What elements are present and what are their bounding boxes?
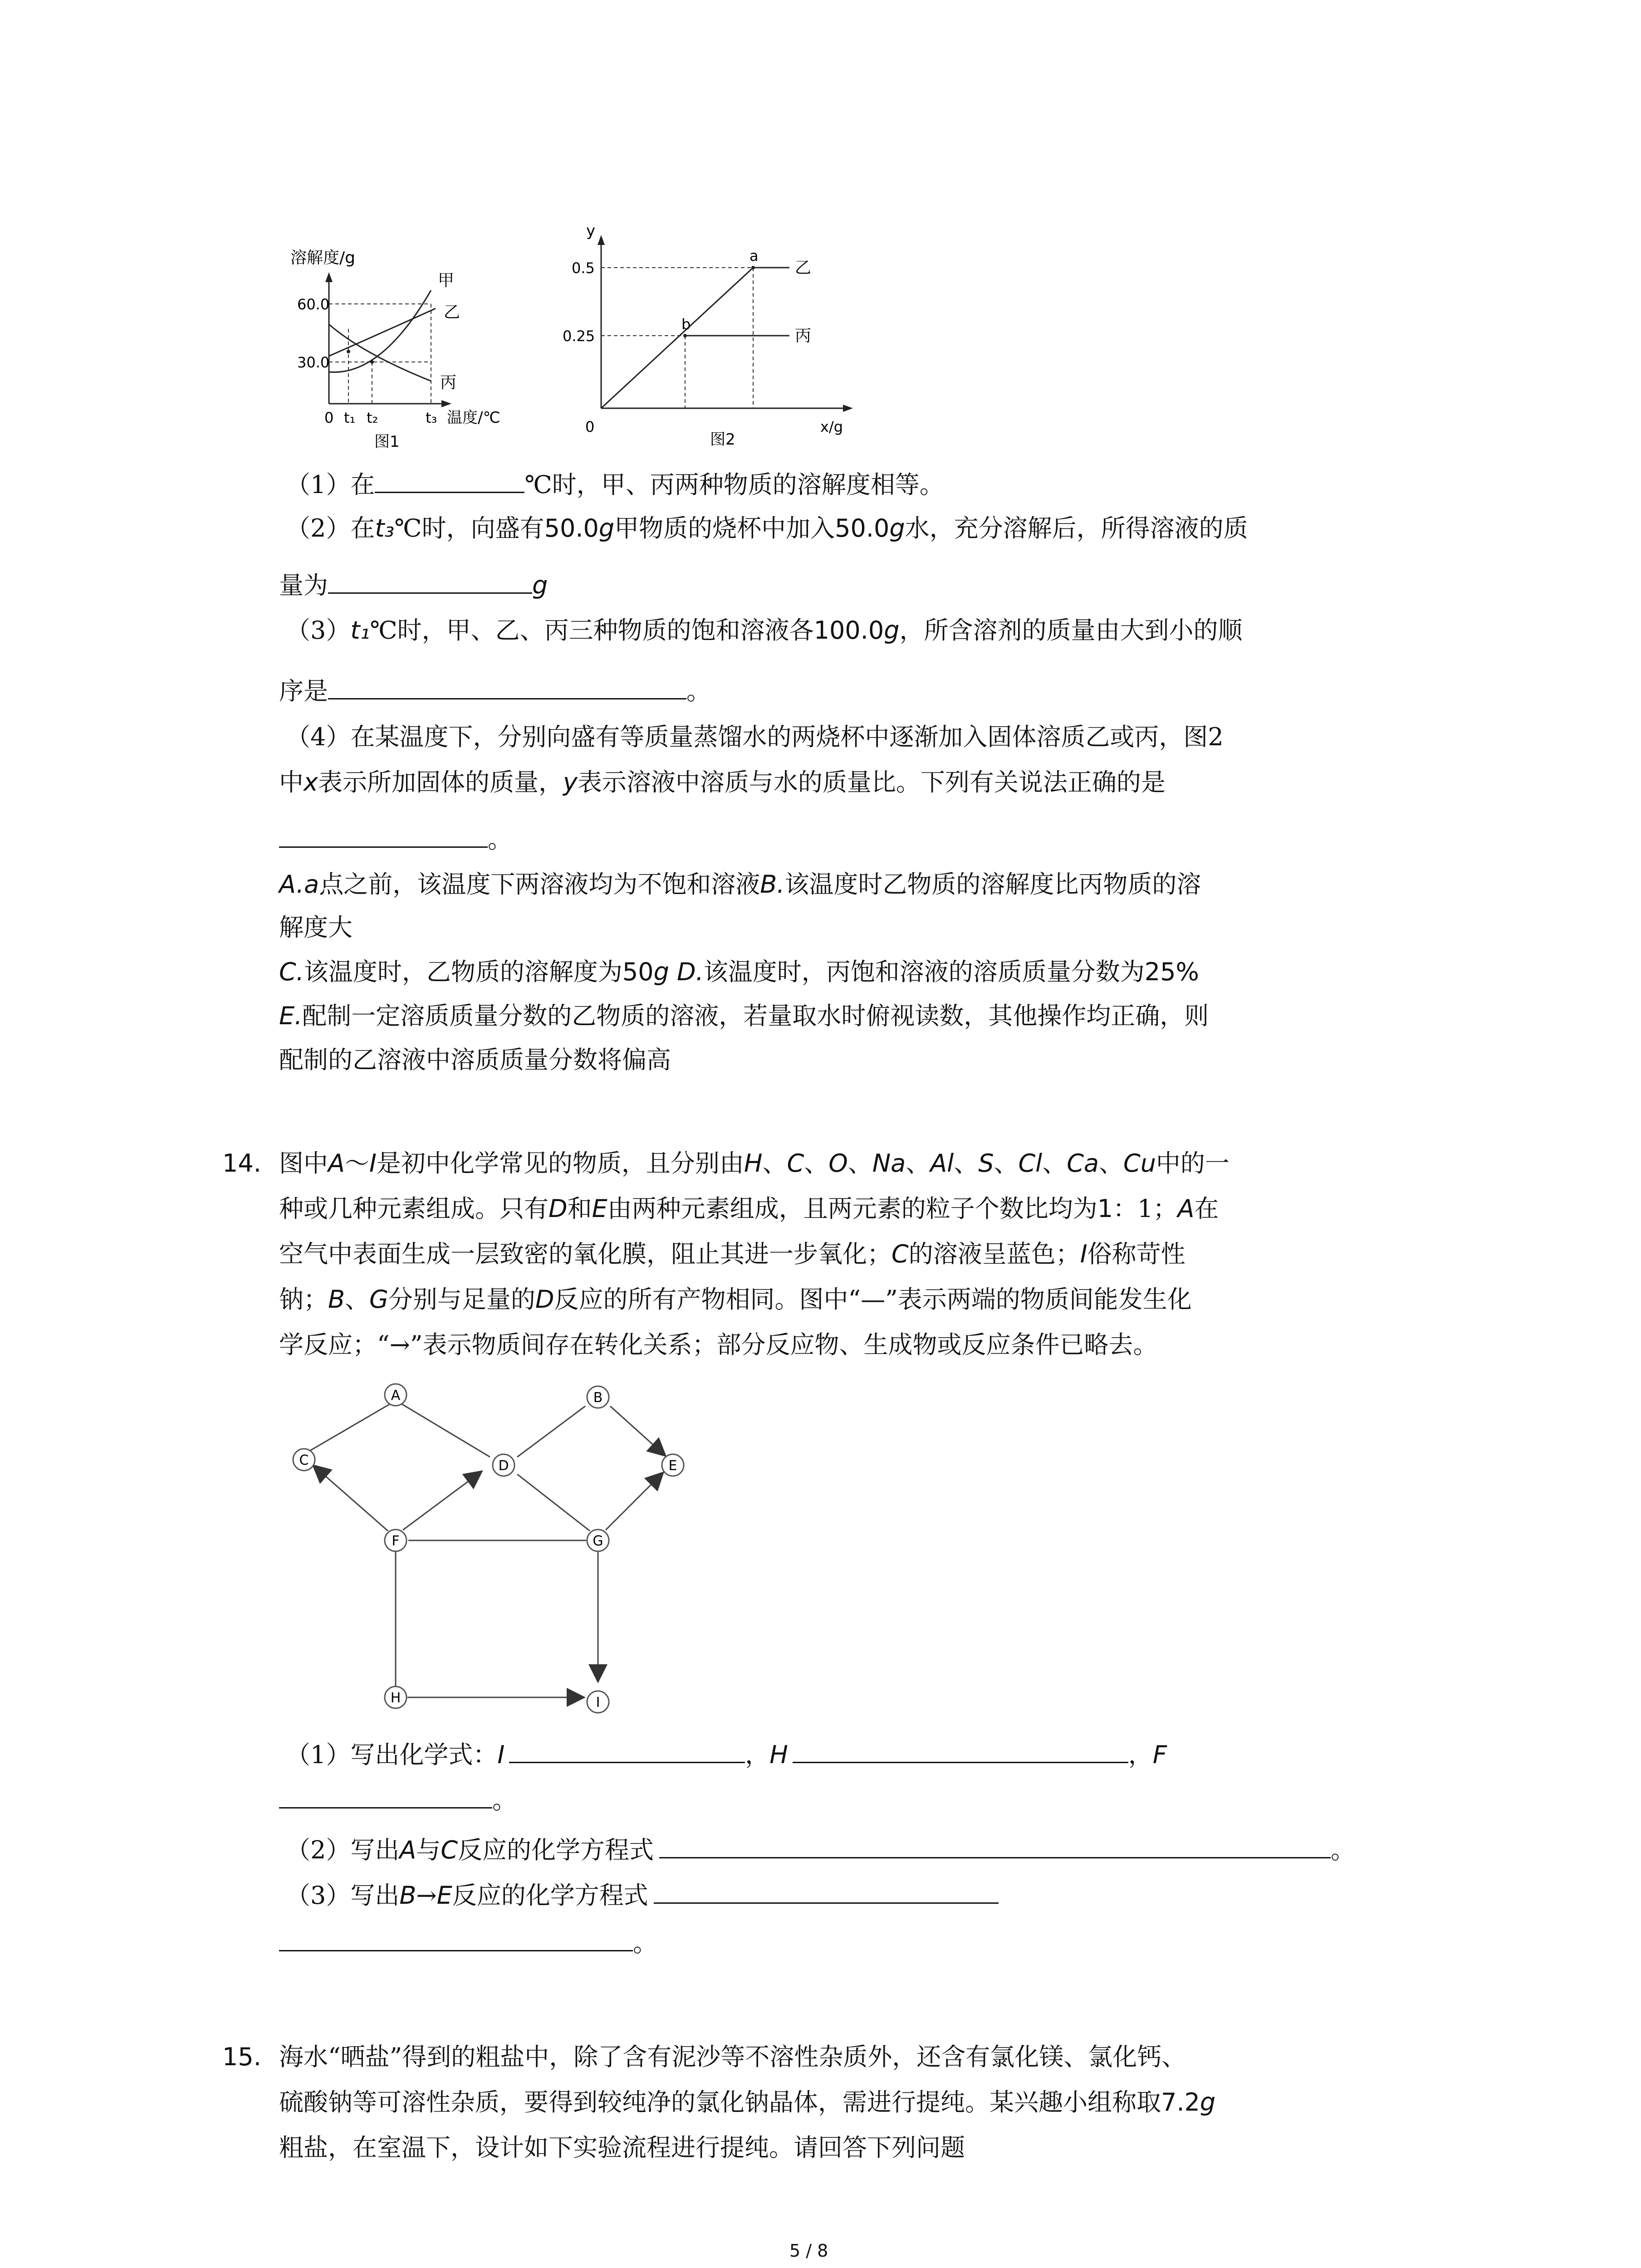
node-d (493, 1454, 514, 1476)
q13-option-c-d: C.该温度时，乙物质的溶解度为50g D.该温度时，丙饱和溶液的溶质质量分数为25% (279, 958, 1199, 986)
svg-text:E: E (668, 1458, 677, 1474)
q14-number: 14. (222, 1149, 261, 1178)
fig1-ytick-60: 60.0 (297, 296, 330, 313)
fig2-line-rise (601, 268, 753, 408)
fig2-ytick-025: 0.25 (563, 327, 595, 345)
svg-text:F: F (392, 1533, 400, 1549)
q14-blank-be[interactable] (654, 1878, 999, 1904)
node-i (587, 1691, 609, 1713)
q14-blank-i[interactable] (509, 1737, 745, 1763)
q14-line5: 学反应；“→”表示物质间存在转化关系；部分反应物、生成物或反应条件已略去。 (279, 1330, 1158, 1359)
node-g (587, 1530, 609, 1551)
fig1-xtick-t2: t₂ (367, 409, 378, 426)
q15-line2: 硫酸钠等可溶性杂质，要得到较纯净的氯化钠晶体，需进行提纯。某兴趣小组称取7.2g (279, 2088, 1216, 2116)
q14-sub1-line2: 。 (279, 1783, 517, 1816)
q15-line1: 海水“晒盐”得到的粗盐中，除了含有泥沙等不溶性杂质外，还含有氯化镁、氯化钙、 (279, 2043, 1186, 2071)
q13-part4-line2: 中x表示所加固体的质量，y表示溶液中溶质与水的质量比。下列有关说法正确的是 (279, 768, 1166, 797)
q13-part2-line1: （2）在t₃℃时，向盛有50.0g甲物质的烧杯中加入50.0g水，充分溶解后，所得溶液的质 (286, 514, 1248, 543)
q13-part3-line1: （3）t₁℃时，甲、乙、丙三种物质的饱和溶液各100.0g，所含溶剂的质量由大到小的顺 (286, 616, 1243, 645)
q14-sub3: （3）写出B→E反应的化学方程式 (286, 1878, 999, 1911)
node-f (385, 1530, 407, 1551)
q14-relation-diagram (263, 1361, 762, 1733)
q15-line3: 粗盐，在室温下，设计如下实验流程进行提纯。请回答下列问题 (279, 2133, 965, 2162)
node-e (662, 1454, 684, 1476)
fig2-x-label: x/g (820, 418, 843, 435)
q13-option-a-b: A.a点之前，该温度下两溶液均为不饱和溶液B.该温度时乙物质的溶解度比丙物质的溶 (279, 870, 1201, 899)
svg-text:H: H (390, 1690, 401, 1706)
q13-blank-2[interactable] (328, 568, 532, 594)
q13-blank-1[interactable] (375, 467, 524, 493)
fig2-caption: 图2 (710, 430, 735, 449)
q13-part4-line3: 。 (279, 822, 512, 855)
q14-blank-f[interactable] (279, 1783, 492, 1809)
fig2-ytick-05: 0.5 (572, 259, 595, 277)
q14-line3: 空气中表面生成一层致密的氧化膜，阻止其进一步氧化；C的溶液呈蓝色；I俗称苛性 (279, 1240, 1185, 1268)
q13-blank-3[interactable] (328, 674, 686, 699)
q14-blank-ac[interactable] (659, 1833, 1331, 1858)
q13-part3-line2: 序是 。 (279, 674, 711, 707)
fig1-caption: 图1 (374, 433, 400, 451)
svg-text:B: B (593, 1390, 603, 1406)
q13-part1: （1）在 ℃时，甲、丙两种物质的溶解度相等。 (286, 467, 944, 501)
fig2-point-b: b (681, 316, 691, 333)
fig1-label-jia: 甲 (438, 271, 455, 290)
fig1-xtick-t3: t₃ (426, 409, 437, 426)
node-h (385, 1686, 407, 1708)
fig2-point-a: a (749, 247, 759, 264)
fig2-label-yi: 乙 (795, 259, 812, 277)
figure-1-solubility-chart (272, 240, 554, 458)
fig1-label-yi: 乙 (444, 303, 460, 322)
fig2-label-bing: 丙 (795, 327, 812, 345)
q13-option-e-cont: 配制的乙溶液中溶质质量分数将偏高 (279, 1046, 671, 1074)
fig1-x-label: 温度/℃ (447, 409, 500, 427)
q14-line4: 钠；B、G分别与足量的D反应的所有产物相同。图中“—”表示两端的物质间能发生化 (279, 1285, 1192, 1314)
q14-blank-be-2[interactable] (279, 1926, 633, 1951)
page-number: 5 / 8 (789, 2241, 828, 2261)
fig1-ytick-30: 30.0 (297, 354, 330, 371)
q13-part4-line1: （4）在某温度下，分别向盛有等质量蒸馏水的两烧杯中逐渐加入固体溶质乙或丙，图2 (286, 723, 1224, 751)
svg-text:A: A (391, 1388, 401, 1403)
q14-line2: 种或几种元素组成。只有D和E由两种元素组成，且两元素的粒子个数比均为1：1；A在 (279, 1194, 1219, 1223)
q13-part2-line2: 量为 g (279, 568, 548, 601)
svg-text:G: G (593, 1533, 603, 1549)
q14-sub3-line2: 。 (279, 1926, 657, 1959)
fig1-label-bing: 丙 (440, 373, 457, 392)
fig1-xtick-0: 0 (324, 409, 334, 426)
fig1-y-label: 溶解度/g (290, 249, 355, 267)
svg-text:I: I (596, 1695, 600, 1711)
fig1-curve-jia (329, 290, 431, 372)
svg-text:D: D (498, 1458, 509, 1474)
fig2-y-label: y (586, 222, 596, 240)
fig2-origin: 0 (585, 418, 595, 435)
node-a (385, 1384, 407, 1406)
node-b (587, 1386, 609, 1408)
q15-number: 15. (222, 2043, 261, 2071)
q14-line1: 图中A～I是初中化学常见的物质，且分别由H、C、O、Na、Al、S、Cl、Ca、Cu中的一 (279, 1149, 1230, 1178)
q13-blank-4[interactable] (279, 822, 488, 848)
q14-blank-h[interactable] (793, 1737, 1128, 1763)
fig1-xtick-t1: t₁ (344, 409, 356, 426)
node-c (293, 1449, 315, 1471)
q14-sub1-line1: （1）写出化学式：I ，H ，F (286, 1737, 1167, 1771)
svg-text:C: C (299, 1452, 309, 1468)
q14-sub2: （2）写出A与C反应的化学方程式 。 (286, 1833, 1355, 1866)
q13-option-e: E.配制一定溶质质量分数的乙物质的溶液，若量取水时俯视读数，其他操作均正确，则 (279, 1002, 1209, 1030)
q13-option-b-cont: 解度大 (279, 913, 353, 942)
figure-2-ratio-chart (563, 218, 880, 463)
fig1-curve-yi (329, 308, 436, 356)
